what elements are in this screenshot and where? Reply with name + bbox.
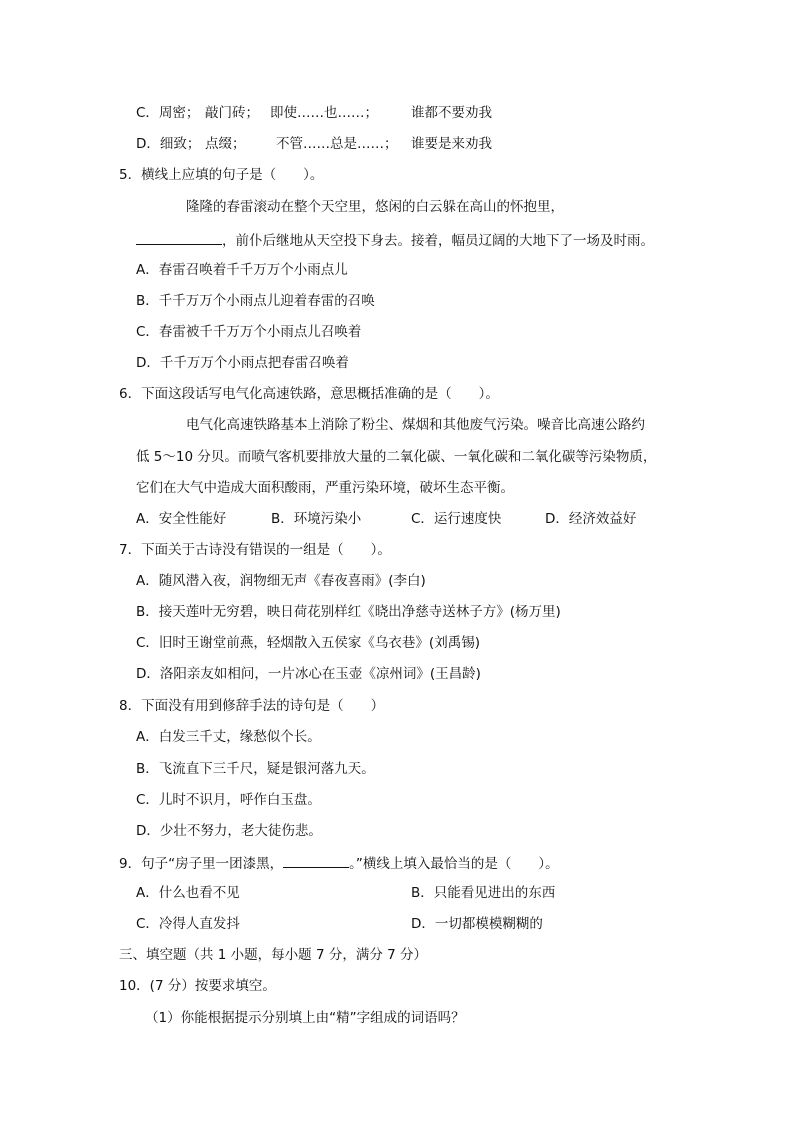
q4-option-d-c: 不管……总是……； <box>276 136 398 152</box>
q6-option-a: A．安全性能好 <box>136 511 227 527</box>
q6-option-b: B．环境污染小 <box>271 511 362 527</box>
q9-stem <box>119 853 559 873</box>
q9-option-c: C．冷得人直发抖 <box>136 916 240 932</box>
q4-option-c-label: C． <box>136 105 159 121</box>
q9-options-row-2 <box>136 915 543 933</box>
q6-stem: 6．下面这段话写电气化高速铁路，意思概括准确的是（ ）。 <box>119 386 499 402</box>
q8-option-d: D．少壮不努力，老大徒伤悲。 <box>136 823 322 839</box>
q7-option-b: B．接天莲叶无穷碧，映日荷花别样红《晓出净慈寺送林子方》(杨万里) <box>136 604 561 620</box>
q10-stem: 10．(7 分）按要求填空。 <box>119 978 276 994</box>
q5-option-b: B．千千万万个小雨点儿迎着春雷的召唤 <box>136 293 375 309</box>
q4-option-d-b: 点缀； <box>205 136 246 152</box>
q5-option-a: A．春雷召唤着千千万万个小雨点儿 <box>136 262 348 278</box>
q7-option-c: C．旧时王谢堂前燕，轻烟散入五侯家《乌衣巷》(刘禹锡) <box>136 635 480 651</box>
q9-answer-blank[interactable] <box>283 853 349 868</box>
q4-option-c-c: 即使……也……； <box>270 105 378 121</box>
q9-option-b: B．只能看见进出的东西 <box>411 885 556 901</box>
q6-option-d: D．经济效益好 <box>545 511 637 527</box>
q4-option-d-a: 细致； <box>159 136 201 152</box>
q7-stem: 7．下面关于古诗没有错误的一组是（ ）。 <box>119 542 391 558</box>
q5-passage-line-2-text: ，前仆后继地从天空投下身去。接着，幅员辽阔的大地下了一场及时雨。 <box>222 233 654 249</box>
q4-option-c-b: 敲门砖； <box>205 105 259 121</box>
q5-stem: 5．横线上应填的句子是（ ）。 <box>119 167 324 183</box>
q5-answer-blank[interactable] <box>136 230 222 245</box>
q8-option-c: C．儿时不识月，呼作白玉盘。 <box>136 792 321 808</box>
q9-options-row-1 <box>136 884 556 902</box>
q4-option-c-d: 谁都不要劝我 <box>411 105 492 121</box>
q9-option-a: A．什么也看不见 <box>136 885 240 901</box>
q5-option-c: C．春雷被千千万万个小雨点儿召唤着 <box>136 324 362 340</box>
q8-stem: 8．下面没有用到修辞手法的诗句是（ ） <box>119 698 385 714</box>
q9-stem-after: 。”横线上填入最恰当的是（ ）。 <box>349 856 559 872</box>
q9-option-d: D．一切都模模糊糊的 <box>411 916 543 932</box>
q5-passage-line-2 <box>136 230 654 250</box>
q6-option-c: C．运行速度快 <box>411 511 502 527</box>
q6-options-row <box>136 510 637 528</box>
q4-option-d-label: D． <box>136 136 160 152</box>
q6-passage-line-1: 电气化高速铁路基本上消除了粉尘、煤烟和其他废气污染。噪音比高速公路约 <box>186 417 645 433</box>
q4-option-c-a: 周密； <box>158 105 200 121</box>
q4-option-d <box>136 135 492 153</box>
q6-passage-line-3: 它们在大气中造成大面积酸雨，严重污染环境，破坏生态平衡。 <box>136 480 514 496</box>
q5-option-d: D．千千万万个小雨点把春雷召唤着 <box>136 355 349 371</box>
q8-option-b: B．飞流直下三千尺，疑是银河落九天。 <box>136 761 375 777</box>
q6-passage-line-2: 低 5～10 分贝。而喷气客机要排放大量的二氧化碳、一氧化碳和二氧化碳等污染物质， <box>136 449 657 465</box>
q7-option-a: A．随风潜入夜，润物细无声《春夜喜雨》(李白) <box>136 573 426 589</box>
q4-option-d-d: 谁要是来劝我 <box>411 136 492 152</box>
q10-subquestion-1: （1）你能根据提示分别填上由“精”字组成的词语吗？ <box>145 1010 465 1026</box>
q7-option-d: D．洛阳亲友如相问，一片冰心在玉壶《凉州词》(王昌龄) <box>136 666 481 682</box>
q8-option-a: A．白发三千丈，缘愁似个长。 <box>136 729 321 745</box>
q4-option-c <box>136 104 492 122</box>
section-3-heading: 三、填空题（共 1 小题，每小题 7 分，满分 7 分） <box>119 947 428 963</box>
q5-passage-line-1: 隆隆的春雷滚动在整个天空里，悠闲的白云躲在高山的怀抱里， <box>186 199 564 215</box>
q9-stem-before: 9．句子“房子里一团漆黑， <box>119 856 284 872</box>
